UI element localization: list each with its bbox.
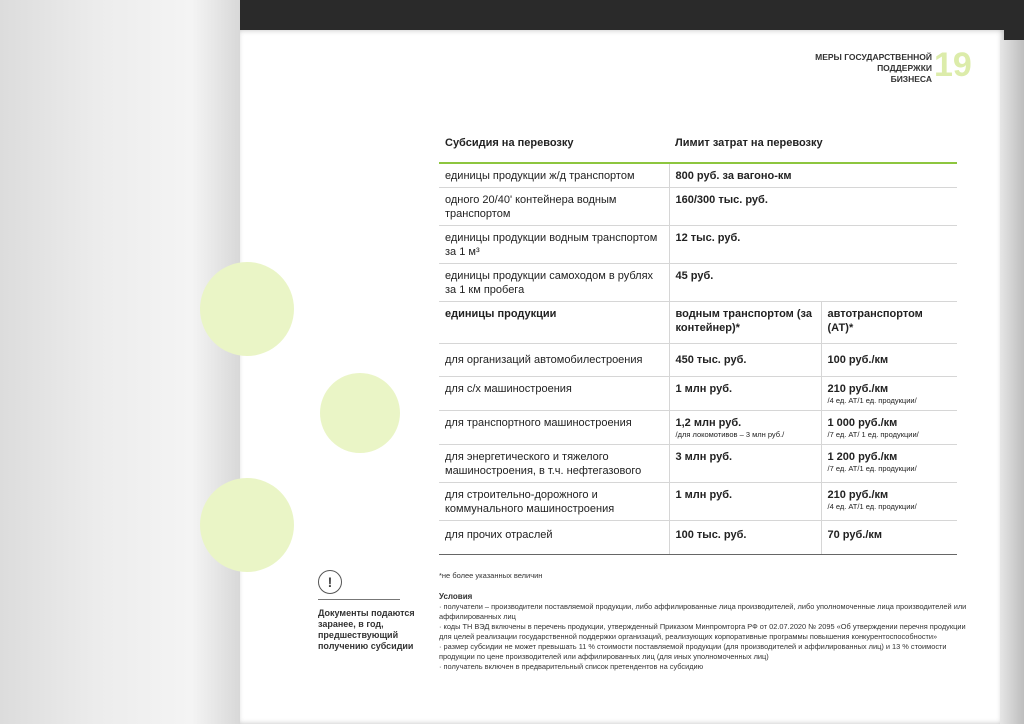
left-page [0,0,240,724]
page-number: 19 [934,46,972,84]
auto-amount: 1 000 руб./км [827,417,898,429]
water-note: /для локомотивов – 3 млн руб./ [675,430,785,439]
condition-item: · получатели – производители поставляемой продукции, либо аффилированные лица производителей, либо уполномоченные лица производителей или аффилированных лиц [439,602,967,621]
condition-item: · размер субсидии не может превышать 11 % стоимости поставляемой продукции (для производителей и аффилированных лиц) и 13 % стоимости продукции по цене производителей или аффилированных лиц (для иных уполномоченных лиц) [439,642,947,661]
row-value: 12 тыс. руб. [669,226,957,264]
row-label: единицы продукции ж/д транспортом [439,163,669,188]
sidebar-note: Документы подаются заранее, в год, предшествующий получению субсидии [318,608,415,651]
auto-amount: 210 руб./км [827,383,889,395]
auto-value [821,377,957,411]
row-label: единицы продукции самоходом в рублях за 1 км пробега [439,264,669,302]
table-row [439,163,957,188]
table-row [439,264,957,302]
row-label: для транспортного машиностроения [439,411,669,445]
table-row [439,188,957,226]
table-row [439,483,957,521]
subheader-auto: автотранспортом (АТ)* [821,302,957,344]
row-label: для энергетического и тяжелого машиностроения, в т.ч. нефтегазового [439,445,669,483]
decorative-circle [320,373,400,453]
water-value [669,411,821,445]
row-label: одного 20/40' контейнера водным транспортом [439,188,669,226]
auto-amount: 1 200 руб./км [827,451,898,463]
footnote: *не более указанных величин [439,571,543,580]
section-title-line: МЕРЫ ГОСУДАРСТВЕННОЙ [815,52,932,62]
row-value: 160/300 тыс. руб. [669,188,957,226]
subsidy-table [439,128,957,555]
row-label: единицы продукции водным транспортом за 1 м³ [439,226,669,264]
table-row [439,445,957,483]
water-amount: 1,2 млн руб. [675,417,742,429]
table-row [439,377,957,411]
row-label: для строительно-дорожного и коммунального машиностроения [439,483,669,521]
decorative-circle [200,478,294,572]
water-amount: 1 млн руб. [675,383,733,395]
water-value [669,483,821,521]
conditions-title: Условия [439,592,473,601]
conditions-block [439,592,969,672]
water-amount: 100 тыс. руб. [675,529,747,541]
water-amount: 3 млн руб. [675,451,733,463]
section-title-line: БИЗНЕСА [890,74,932,84]
water-value [669,377,821,411]
column-header: Субсидия на перевозку [439,128,669,163]
decorative-circle [200,262,294,356]
auto-amount: 70 руб./км [827,529,883,541]
row-label: для организаций автомобилестроения [439,344,669,377]
auto-amount: 100 руб./км [827,354,889,366]
water-value [669,344,821,377]
table-row [439,521,957,555]
row-value: 45 руб. [669,264,957,302]
auto-value [821,483,957,521]
row-value: 800 руб. за вагоно-км [669,163,957,188]
condition-item: · получатель включен в предварительный список претендентов на субсидию [439,662,704,671]
divider [318,599,400,600]
auto-note: /4 ед. АТ/1 ед. продукции/ [827,396,917,405]
table-row [439,344,957,377]
subheader-water: водным транспортом (за контейнер)* [669,302,821,344]
auto-note: /7 ед. АТ/ 1 ед. продукции/ [827,430,919,439]
section-title [815,52,932,85]
section-title-line: ПОДДЕРЖКИ [877,63,932,73]
table-row [439,411,957,445]
page-edge [1000,40,1024,724]
subheader-label: единицы продукции [439,302,669,344]
column-header: Лимит затрат на перевозку [669,128,957,163]
auto-value [821,445,957,483]
auto-note: /4 ед. АТ/1 ед. продукции/ [827,502,917,511]
table-row [439,226,957,264]
exclamation-icon: ! [318,570,342,594]
water-value [669,521,821,555]
row-label: для прочих отраслей [439,521,669,555]
auto-note: /7 ед. АТ/1 ед. продукции/ [827,464,917,473]
table-header-row [439,128,957,163]
auto-value [821,411,957,445]
table-subheader-row [439,302,957,344]
row-label: для с/х машиностроения [439,377,669,411]
auto-amount: 210 руб./км [827,489,889,501]
auto-value [821,521,957,555]
water-value [669,445,821,483]
condition-item: · коды ТН ВЭД включены в перечень продукции, утвержденный Приказом Минпромторга РФ от 02.07.2020 № 2095 «Об утверждении перечня продукции для целей реализации государственной поддержки организаций, реализующих корпоративные программы повышения конкурентоспособности» [439,622,966,641]
water-amount: 450 тыс. руб. [675,354,747,366]
water-amount: 1 млн руб. [675,489,733,501]
auto-value [821,344,957,377]
